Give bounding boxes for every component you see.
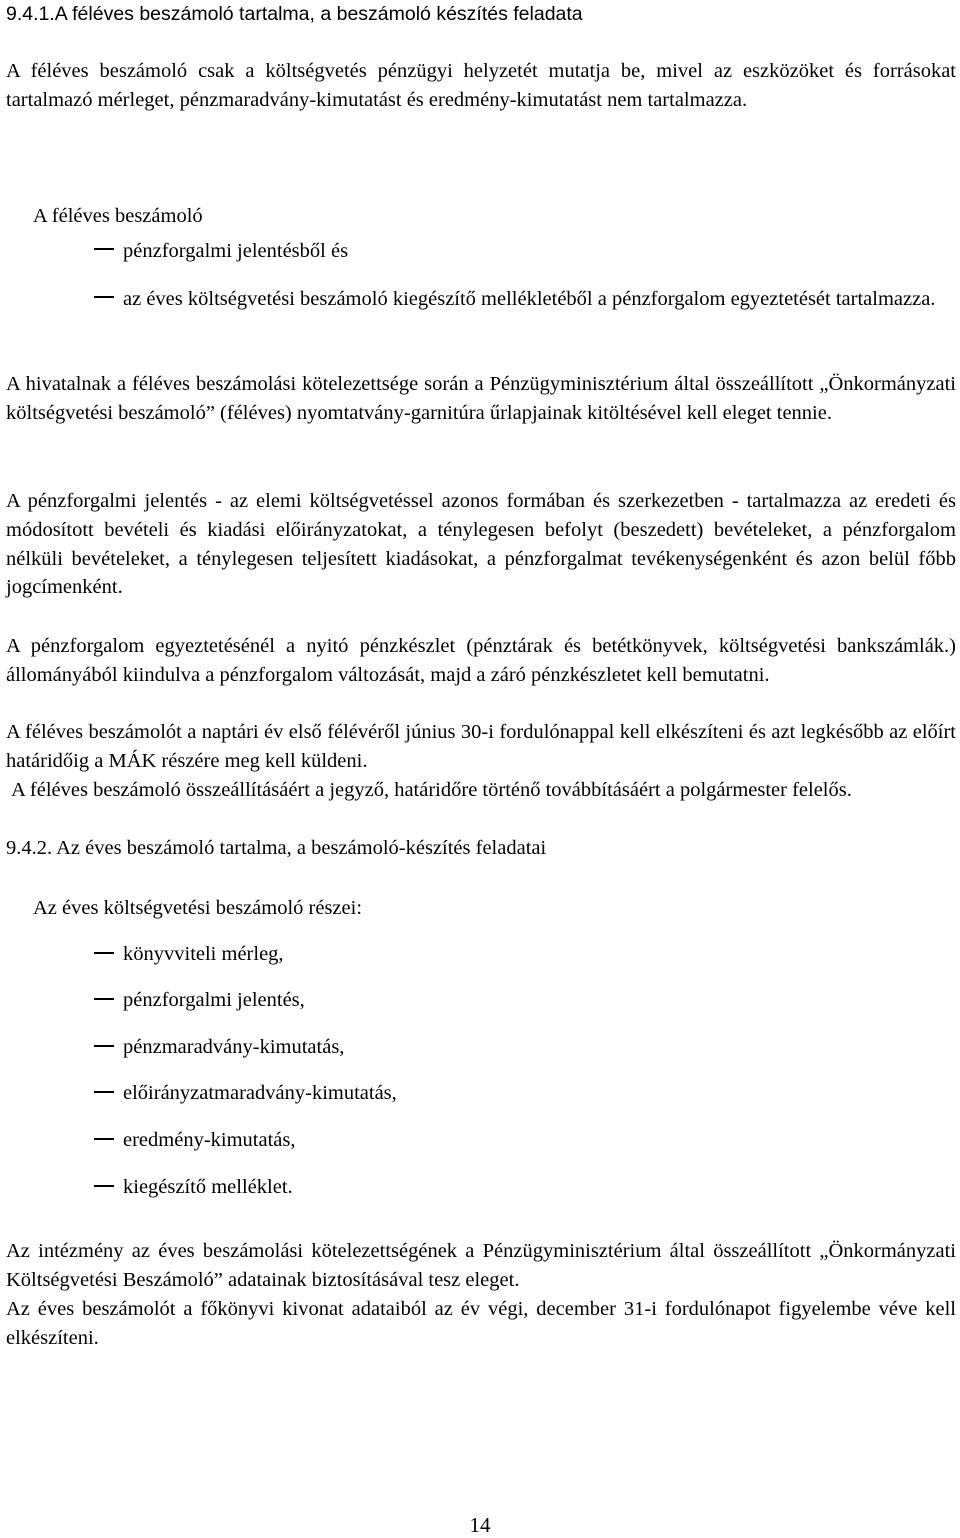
list-item-appropriation-residue: előirányzatmaradvány-kimutatás, (123, 1082, 397, 1104)
dash-bullet-icon (94, 998, 114, 1000)
section-heading-9-4-1: 9.4.1.A féléves beszámoló tartalma, a beszámoló készítés feladata (6, 3, 583, 25)
list-item-cash-residue: pénzmaradvány-kimutatás, (123, 1036, 345, 1058)
list-intro-semiannual-report: A féléves beszámoló (33, 205, 203, 227)
list-intro-annual-report-parts: Az éves költségvetési beszámoló részei: (33, 897, 363, 919)
list-item-supplementary-annex-annual: kiegészítő melléklet. (123, 1176, 293, 1198)
dash-bullet-icon (94, 1045, 114, 1047)
dash-bullet-icon (94, 1185, 114, 1187)
paragraph-cashflow-reconciliation: A pénzforgalom egyeztetésénél a nyitó pénzkészlet (pénztárak és betétkönyvek, költségvetési bankszámlák.) állományából kiindulva a pénzforgalom változását, majd a záró pénzkészletet kell bemutatni. (6, 635, 956, 686)
section-heading-9-4-2: 9.4.2. Az éves beszámoló tartalma, a beszámoló-készítés feladatai (6, 837, 547, 859)
list-item-supplementary-annex: az éves költségvetési beszámoló kiegészítő mellékletéből a pénzforgalom egyeztetését tartalmazza. (123, 288, 936, 310)
paragraph-responsibility: A féléves beszámoló összeállításáért a jegyző, határidőre történő továbbításáért a polgármester felelős. (6, 779, 852, 801)
paragraph-semiannual-deadline: A féléves beszámolót a naptári év első félévéről június 30-i fordulónappal kell elkészíteni és azt legkésőbb az előírt határidőig a MÁK részére meg kell küldeni. (6, 721, 956, 772)
paragraph-institution-obligation: Az intézmény az éves beszámolási kötelezettségének a Pénzügyminisztérium által összeállított „Önkormányzati Költségvetési Beszámoló” adatainak biztosításával tesz eleget. (6, 1240, 956, 1291)
paragraph-annual-report-preparation: Az éves beszámolót a főkönyvi kivonat adataiból az év végi, december 31-i fordulónapot figyelembe véve kell elkészíteni. (6, 1298, 956, 1349)
dash-bullet-icon (94, 1138, 114, 1140)
dash-bullet-icon (94, 296, 114, 298)
paragraph-office-obligation: A hivatalnak a féléves beszámolási kötelezettsége során a Pénzügyminisztérium által összeállított „Önkormányzati költségvetési beszámoló” (féléves) nyomtatvány-garnitúra űrlapjainak kitöltésével kell eleget tennie. (6, 373, 956, 424)
page-number: 14 (469, 1513, 491, 1537)
paragraph-cashflow-report: A pénzforgalmi jelentés - az elemi költségvetéssel azonos formában és szerkezetben - tartalmazza az eredeti és módosított bevételi és kiadási előirányzatokat, a ténylegesen befolyt (beszedett) bevételeket, a pénzforgalom nélküli bevételeket, a ténylegesen teljesített kiadásokat, a pénzforgalmat tevékenységenként és azon belül főbb jogcímenként. (6, 490, 956, 599)
dash-bullet-icon (94, 248, 114, 250)
paragraph-semiannual-report-scope: A féléves beszámoló csak a költségvetés pénzügyi helyzetét mutatja be, mivel az eszközöket és forrásokat tartalmazó mérleget, pénzmaradvány-kimutatást és eredmény-kimutatást nem tartalmazza. (6, 60, 956, 111)
dash-bullet-icon (94, 1091, 114, 1093)
dash-bullet-icon (94, 952, 114, 954)
list-item-income-statement: eredmény-kimutatás, (123, 1129, 296, 1151)
list-item-balance-sheet: könyvviteli mérleg, (123, 943, 284, 965)
list-item-cashflow-report: pénzforgalmi jelentésből és (123, 240, 349, 262)
list-item-cashflow-statement: pénzforgalmi jelentés, (123, 989, 305, 1011)
